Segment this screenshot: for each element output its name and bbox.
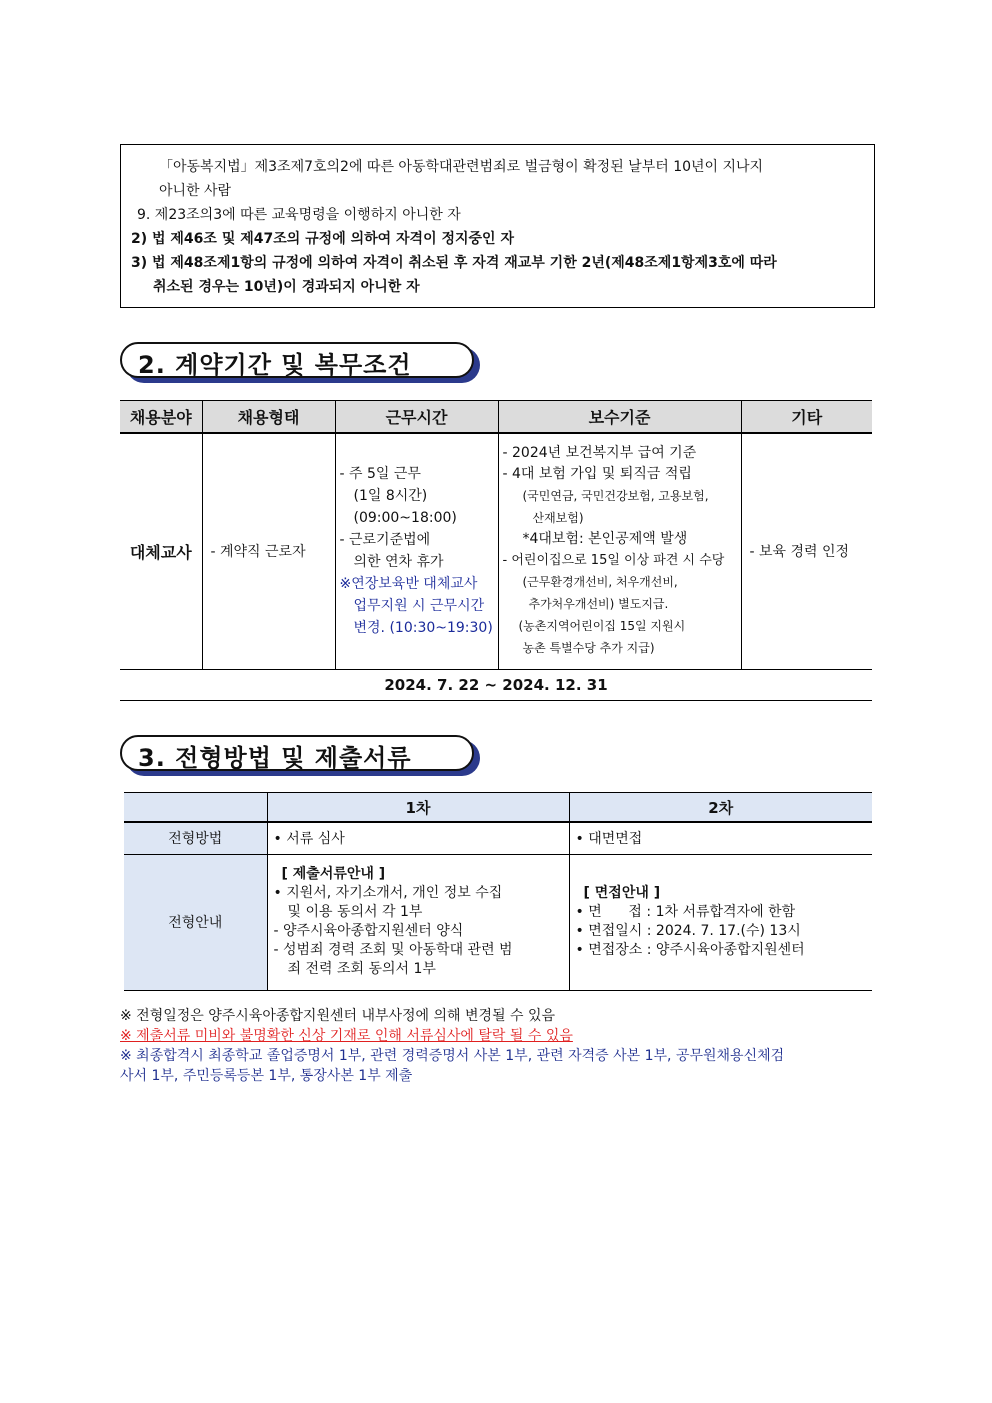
guide-line: • 면접장소 : 양주시육아종합지원센터 <box>575 942 805 958</box>
col-header <box>124 793 267 823</box>
pay-line: - 어린이집으로 15일 이상 파견 시 수당 <box>502 553 725 569</box>
row-label: 전형방법 <box>124 822 267 854</box>
hours-note-line: ※연장보육반 대체교사 <box>339 576 478 593</box>
guide-first <box>267 854 569 990</box>
pay-cell <box>498 433 741 669</box>
row-label: 전형안내 <box>124 854 267 990</box>
col-header: 2차 <box>569 793 872 823</box>
contract-period: 2024. 7. 22 ~ 2024. 12. 31 <box>120 670 872 701</box>
hours-line: (1일 8시간) <box>353 488 428 505</box>
col-header: 1차 <box>267 793 569 823</box>
pay-line: 농촌 특별수당 추가 지급) <box>522 641 655 656</box>
pay-line: 산재보험) <box>532 511 584 526</box>
selection-table <box>124 792 872 991</box>
hours-line: 의한 연차 휴가 <box>353 554 444 571</box>
text-line: 3) 법 제48조제1항의 규정에 의하여 자격이 취소된 후 자격 재교부 기한 2년(제48조제1항제3호에 따라 <box>131 255 777 271</box>
section-title: 3. 전형방법 및 제출서류 <box>138 744 412 772</box>
col-header: 보수기준 <box>498 401 741 434</box>
guide-line: [ 면접안내 ] <box>583 885 661 901</box>
hours-line: (09:00~18:00) <box>353 510 457 527</box>
col-header: 근무시간 <box>335 401 498 434</box>
note-final-docs: ※ 최종합격시 최종학교 졸업증명서 1부, 관련 경력증명서 사본 1부, 관련 자격증 사본 1부, 공무원채용신체검 <box>120 1048 785 1064</box>
guide-line: - 성범죄 경력 조회 및 아동학대 관련 범 <box>273 942 513 958</box>
field-cell: 대체교사 <box>120 433 202 669</box>
hours-note-line: 업무지원 시 근무시간 <box>353 598 485 615</box>
col-header: 채용형태 <box>202 401 335 434</box>
qualification-box <box>120 144 875 308</box>
pay-line: (농촌지역어린이집 15일 지원시 <box>518 619 686 634</box>
hours-line: - 근로기준법에 <box>339 532 431 549</box>
col-header: 기타 <box>741 401 872 434</box>
pay-line: - 2024년 보건복지부 급여 기준 <box>502 445 697 462</box>
col-header: 채용분야 <box>120 401 202 434</box>
text-line: 취소된 경우는 10년)이 경과되지 아니한 자 <box>153 279 420 295</box>
guide-line: • 면 접 : 1차 서류합격자에 한함 <box>575 904 796 920</box>
pay-line: 추가처우개선비) 별도지급. <box>528 597 669 612</box>
guide-line: • 면접일시 : 2024. 7. 17.(수) 13시 <box>575 923 801 939</box>
text-line: 「아동복지법」제3조제7호의2에 따른 아동학대관련범죄로 벌금형이 확정된 날부터 10년이 지나지 <box>159 159 764 175</box>
pay-line: (근무환경개선비, 처우개선비, <box>522 575 678 590</box>
contract-table <box>120 400 872 670</box>
hours-note-line: 변경. (10:30~19:30) <box>353 620 493 637</box>
text-line: 아니한 사람 <box>159 183 232 199</box>
note-schedule: ※ 전형일정은 양주시육아종합지원센터 내부사정에 의해 변경될 수 있음 <box>120 1008 556 1024</box>
method-second: • 대면면접 <box>569 822 872 854</box>
pay-line: - 4대 보험 가입 및 퇴직금 적립 <box>502 466 692 483</box>
guide-second <box>569 854 872 990</box>
note-warning: ※ 제출서류 미비와 불명확한 신상 기재로 인해 서류심사에 탈락 될 수 있음 <box>120 1028 573 1044</box>
etc-cell: - 보육 경력 인정 <box>741 433 872 669</box>
hours-cell <box>335 433 498 669</box>
guide-line: 및 이용 동의서 각 1부 <box>287 904 423 920</box>
text-line: 2) 법 제46조 및 제47조의 규정에 의하여 자격이 정지중인 자 <box>131 231 514 247</box>
section-title: 2. 계약기간 및 복무조건 <box>138 351 412 379</box>
guide-line: [ 제출서류안내 ] <box>281 866 386 882</box>
guide-line: • 지원서, 자기소개서, 개인 정보 수집 <box>273 885 503 901</box>
note-final-docs-cont: 사서 1부, 주민등록등본 1부, 통장사본 1부 제출 <box>120 1068 413 1084</box>
type-cell: - 계약직 근로자 <box>202 433 335 669</box>
guide-line: - 양주시육아종합지원센터 양식 <box>273 923 464 939</box>
method-first: • 서류 심사 <box>267 822 569 854</box>
hours-line: - 주 5일 근무 <box>339 466 421 483</box>
pay-line: *4대보험: 본인공제액 발생 <box>522 531 688 548</box>
text-line: 9. 제23조의3에 따른 교육명령을 이행하지 아니한 자 <box>137 207 461 223</box>
pay-line: (국민연금, 국민건강보험, 고용보험, <box>522 489 709 504</box>
guide-line: 죄 전력 조회 동의서 1부 <box>287 961 436 977</box>
